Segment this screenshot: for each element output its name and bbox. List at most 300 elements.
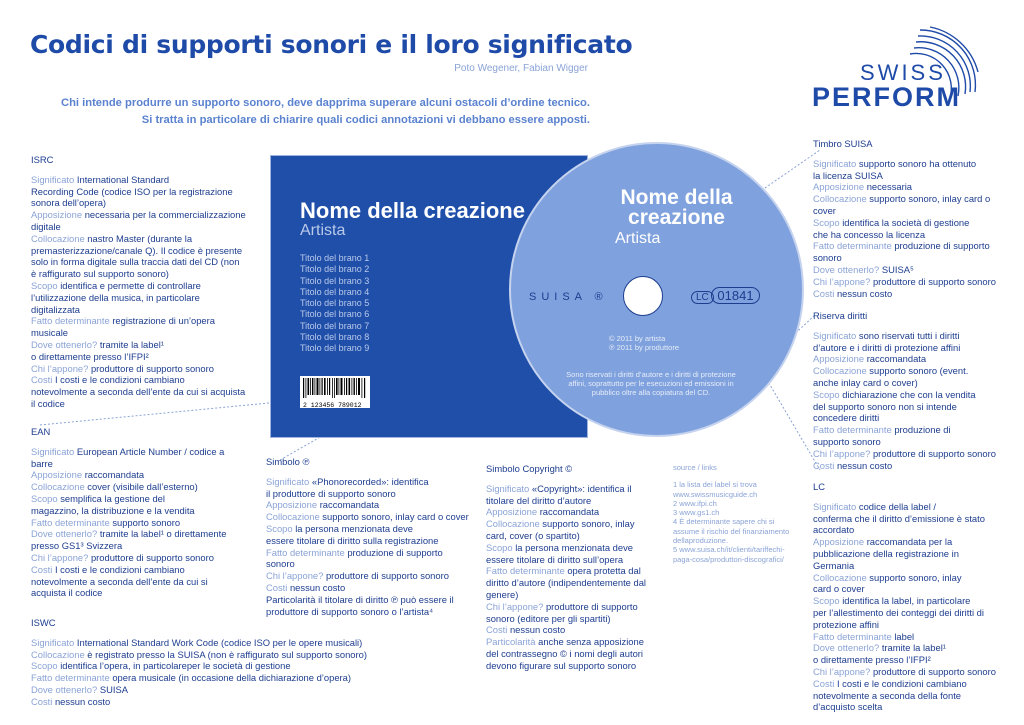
info-value: genere) (486, 588, 519, 600)
info-value: codice della label / (858, 500, 937, 512)
logo-word-swiss: SWISS (860, 60, 946, 85)
info-key: Scopo (813, 595, 840, 607)
intro-line-2: Si tratta in particolare di chiarire quali codici annotazioni vi debbano essere apposti. (141, 114, 590, 126)
info-value: necessaria (866, 181, 913, 193)
info-line (486, 589, 666, 601)
info-line (31, 292, 271, 304)
intro-text (20, 95, 590, 129)
info-line (31, 233, 271, 245)
info-line (31, 315, 271, 327)
lc-prefix: LC (691, 291, 714, 304)
info-value: la persona menzionata deve (295, 522, 413, 534)
info-line (31, 469, 271, 481)
info-line (813, 666, 1013, 678)
info-key: Fatto determinante (813, 424, 892, 436)
info-key: Dove ottenerlo? (813, 642, 880, 654)
info-value: la persona menzionata deve (515, 541, 633, 553)
info-key: Dove ottenerlo? (813, 263, 880, 275)
info-value: solo in forma digitale sulla traccia dati del CD (non (31, 256, 240, 268)
info-value: nastro Master (durante la (87, 232, 193, 244)
info-line (266, 594, 481, 606)
info-line (813, 412, 1013, 424)
info-key: Collocazione (813, 571, 867, 583)
info-line (813, 583, 1013, 595)
info-value: Recording Code (codice ISO per la registrazione (31, 185, 233, 197)
info-key: Fatto determinante (486, 565, 565, 577)
info-line (31, 481, 271, 493)
info-line (813, 365, 1013, 377)
info-value: identifica l’opera, in particolareper le società di gestione (60, 660, 291, 672)
info-value: supporto sonoro (event. (869, 365, 969, 377)
info-line (813, 460, 1013, 472)
info-line (813, 678, 1013, 690)
section-heading: EAN (31, 426, 51, 437)
info-line (813, 353, 1013, 365)
info-value: European Article Number / codice a (76, 445, 225, 457)
info-line (813, 240, 1013, 252)
info-line (486, 648, 666, 660)
source-line: dellaproduzione. (673, 536, 729, 546)
info-line (813, 377, 1013, 389)
cd-title-line-1: Nome della (620, 186, 733, 209)
info-line (31, 174, 271, 186)
info-line (31, 446, 271, 458)
section-heading: Simbolo ℗ (266, 456, 310, 467)
info-line (486, 577, 666, 589)
info-value: magazzino, la distribuzione e la vendita (31, 504, 195, 516)
info-key: Apposizione (486, 506, 538, 518)
info-value: essere titolare di diritto sulla registrazione (266, 534, 439, 546)
info-value: o direttamente presso l’IFPI² (813, 654, 931, 666)
info-value: SUISA (99, 683, 128, 695)
info-line (813, 607, 1013, 619)
info-key: Collocazione (813, 193, 867, 205)
info-line (266, 535, 481, 547)
track-item: Titolo del brano 3 (300, 275, 370, 286)
info-value: barre (31, 457, 53, 469)
info-key: Scopo (266, 522, 293, 534)
info-value: essere titolare di diritto sull’opera (486, 553, 624, 565)
info-key: Scopo (813, 388, 840, 400)
info-line (486, 483, 666, 495)
info-value: del supporto sonoro non si intende (813, 400, 957, 412)
info-line (813, 436, 1013, 448)
info-key: Fatto determinante (31, 315, 110, 327)
info-line (813, 170, 1013, 182)
info-key: Costi (266, 581, 288, 593)
section-heading: Timbro SUISA (813, 138, 873, 149)
info-value: supporto sonoro ha ottenuto (858, 157, 977, 169)
info-value: identifica e permette di controllare (60, 279, 201, 291)
info-value: supporto sonoro, inlay (542, 518, 635, 530)
info-value: I costi e le condizioni cambiano (54, 563, 185, 575)
info-line (266, 488, 481, 500)
info-key: Significato (486, 482, 530, 494)
info-line (31, 221, 271, 233)
info-line (31, 493, 271, 505)
rights-reservation: Sono riservati i diritti d’autore e i diritti di protezione affini, soprattutto per le esecuzioni ed emissioni in pubblico oltre alla copiatura del CD. (566, 370, 736, 398)
cd-copyright (609, 334, 679, 352)
track-item: Titolo del brano 2 (300, 264, 370, 275)
info-value: o direttamente presso l’IFPI² (31, 350, 149, 362)
info-value: SUISA⁵ (881, 263, 914, 275)
info-key: Apposizione (31, 209, 83, 221)
info-line (813, 619, 1013, 631)
info-key: Significato (266, 475, 310, 487)
info-key: Scopo (31, 660, 58, 672)
track-item: Titolo del brano 8 (300, 332, 370, 343)
info-value: opera musicale (in occasione della dichiarazione d’opera) (112, 672, 351, 684)
info-value: d’acquisto scelta (813, 701, 883, 713)
logo-word-perform: PERFORM (812, 82, 961, 112)
section-timbro-suisa (813, 138, 1013, 299)
info-value: identifica la società di gestione (842, 216, 970, 228)
info-value: raccomandata (84, 469, 145, 481)
info-key: Fatto determinante (813, 630, 892, 642)
info-value: produttore di supporto sonoro (325, 570, 449, 582)
info-value: «Copyright»: identifica il (531, 482, 632, 494)
info-value: supporto sonoro, inlay card o cover (322, 511, 469, 523)
info-line (813, 631, 1013, 643)
info-value: cover (visibile dall’esterno) (87, 481, 198, 493)
info-line (813, 654, 1013, 666)
info-value: nessun costo (289, 581, 346, 593)
info-value: titolare del diritto d’autore (486, 494, 592, 506)
info-value: produttore di supporto sonoro o l’artista⁴ (266, 605, 434, 617)
info-line (31, 197, 271, 209)
info-line (31, 587, 271, 599)
info-line (31, 528, 271, 540)
info-line (31, 386, 271, 398)
info-line (266, 547, 481, 559)
info-line (813, 424, 1013, 436)
info-key: Costi (31, 374, 53, 386)
info-key: Collocazione (813, 365, 867, 377)
info-value: necessaria per la commercializzazione (84, 209, 246, 221)
info-value: International Standard (76, 173, 170, 185)
info-value: nessun costo (836, 459, 893, 471)
info-value: produttore di supporto sonoro (872, 665, 996, 677)
info-line (266, 511, 481, 523)
info-line (31, 363, 271, 375)
track-item: Titolo del brano 4 (300, 286, 370, 297)
info-line (31, 351, 271, 363)
info-line (813, 288, 1013, 300)
info-value: l’utilizzazione della musica, in particolare (31, 291, 200, 303)
info-value: d’autore e i diritti di protezione affini (813, 341, 961, 353)
source-line: 4 È determinante sapere chi si (673, 517, 775, 527)
info-line (813, 158, 1013, 170)
info-key: Chi l’appone? (813, 447, 871, 459)
info-key: Costi (31, 695, 53, 707)
info-line (486, 542, 666, 554)
track-item: Titolo del brano 1 (300, 253, 370, 263)
source-line: 1 la lista dei label si trova (673, 480, 757, 490)
track-item: Titolo del brano 9 (300, 343, 370, 354)
info-key: Significato (813, 329, 857, 341)
source-line: assume il rischio del finanziamento (673, 526, 790, 536)
info-value: produttore di supporto (545, 600, 638, 612)
info-value: che ha concesso la licenza (813, 228, 926, 240)
info-key: Costi (486, 624, 508, 636)
info-key: Fatto determinante (266, 546, 345, 558)
info-line (31, 637, 471, 649)
source-link[interactable]: 3 www.gs1.ch (673, 508, 720, 518)
info-line (266, 582, 481, 594)
info-value: digitalizzata (31, 303, 80, 315)
info-value: sonoro (813, 252, 842, 264)
info-value: del contrassegno © i nomi degli autori (486, 647, 643, 659)
info-line (266, 523, 481, 535)
info-key: Scopo (31, 492, 58, 504)
info-value: supporto sonoro, inlay card o (869, 193, 991, 205)
info-line (31, 268, 271, 280)
info-value: supporto sonoro (112, 516, 181, 528)
info-key: Costi (813, 677, 835, 689)
info-value: concedere diritti (813, 412, 880, 424)
info-value: la licenza SUISA (813, 169, 883, 181)
cover-title: Nome della creazione (300, 198, 525, 223)
cd-title (511, 188, 802, 228)
info-key: Fatto determinante (31, 516, 110, 528)
info-line (813, 264, 1013, 276)
track-item: Titolo del brano 7 (300, 320, 370, 331)
section-isrc (31, 154, 271, 410)
authors: Poto Wegener, Fabian Wigger (454, 63, 588, 74)
info-line (813, 524, 1013, 536)
info-line (813, 448, 1013, 460)
info-line (486, 624, 666, 636)
cd-title-line-2: creazione (628, 206, 725, 229)
info-value: sonoro (editore per gli spartiti) (486, 612, 611, 624)
info-value: International Standard Work Code (codice ISO per le opere musicali) (76, 636, 363, 648)
info-line (813, 572, 1013, 584)
info-key: Fatto determinante (31, 672, 110, 684)
info-key: Dove ottenerlo? (31, 338, 98, 350)
info-line (813, 193, 1013, 205)
barcode-icon (303, 378, 367, 398)
track-item: Titolo del brano 6 (300, 309, 370, 320)
sources-head: source / links (673, 463, 717, 472)
info-line (266, 606, 481, 618)
intro-line-1: Chi intende produrre un supporto sonoro, deve dapprima superare alcuni ostacoli d’ordine tecnico. (61, 97, 590, 109)
source-link[interactable]: www.swissmusicguide.ch (673, 489, 758, 499)
page-title: Codici di supporti sonori e il loro significato (30, 30, 633, 59)
section-heading: ISWC (31, 617, 56, 628)
info-line (266, 570, 481, 582)
suisa-stamp: SUISA ® (529, 291, 608, 303)
section-heading: Simbolo Copyright © (486, 463, 573, 474)
info-line (813, 252, 1013, 264)
info-line (31, 552, 271, 564)
info-line (31, 564, 271, 576)
info-key: Costi (813, 287, 835, 299)
info-line (813, 536, 1013, 548)
info-line (486, 636, 666, 648)
info-value: card, cover (o spartito) (486, 529, 580, 541)
source-link[interactable]: 5 www.suisa.ch/it/clienti/tariffechi- (673, 545, 785, 555)
info-value: premasterizzazione/canale Q). Il codice è presente (31, 244, 243, 256)
info-key: Fatto determinante (813, 240, 892, 252)
section-lc (813, 481, 1013, 713)
info-line (31, 280, 271, 292)
info-value: sonora dell’opera) (31, 197, 107, 209)
info-line (31, 576, 271, 588)
info-value: tramite la label¹ (99, 338, 164, 350)
info-line (813, 548, 1013, 560)
copyright-line: © 2011 by artista (609, 334, 666, 343)
info-key: Significato (31, 636, 75, 648)
info-key: Significato (813, 157, 857, 169)
info-line (813, 642, 1013, 654)
info-line (813, 401, 1013, 413)
info-line (486, 565, 666, 577)
barcode-digits: 2 123456 789012 (303, 402, 362, 409)
swissperform-logo (800, 22, 980, 122)
info-value: raccomandata per la (866, 536, 953, 548)
cd-artist: Artista (615, 230, 661, 247)
info-value: notevolmente a seconda della fonte (813, 689, 962, 701)
sources (673, 463, 803, 564)
info-value: Particolarità il titolare di diritto ℗ può essere il (266, 593, 454, 605)
info-value: sono riservati tutti i diritti (858, 329, 960, 341)
source-link[interactable]: paga-cosa/produttori-discografici/ (673, 554, 784, 564)
section-simbolo-copyright (486, 463, 666, 672)
info-line (486, 506, 666, 518)
barcode (300, 376, 370, 408)
info-key: Scopo (31, 279, 58, 291)
info-value: protezione affini (813, 618, 880, 630)
info-key: Apposizione (813, 353, 865, 365)
info-value: il codice (31, 397, 65, 409)
info-key: Apposizione (813, 181, 865, 193)
info-value: I costi e le condizioni cambiano (54, 374, 185, 386)
info-line (486, 613, 666, 625)
info-key: Collocazione (31, 481, 85, 493)
info-key: Costi (31, 563, 53, 575)
track-item: Titolo del brano 5 (300, 298, 370, 309)
info-value: produttore di supporto sonoro (90, 551, 214, 563)
info-value: opera protetta dal (567, 565, 641, 577)
info-line (486, 495, 666, 507)
info-value: è registrato presso la SUISA (non è raffigurato sul supporto sonoro) (87, 648, 367, 660)
info-value: card o cover (813, 583, 865, 595)
info-value: produzione di supporto (894, 240, 990, 252)
info-value: digitale (31, 220, 61, 232)
info-line (486, 601, 666, 613)
info-key: Particolarità (486, 636, 536, 648)
info-line (31, 696, 471, 708)
info-line (266, 558, 481, 570)
info-value: semplifica la gestione del (60, 492, 165, 504)
info-line (31, 245, 271, 257)
info-value: dichiarazione che con la vendita (842, 388, 976, 400)
info-value: nessun costo (509, 624, 566, 636)
phonogram-line: ℗ 2011 by produttore (609, 343, 680, 352)
info-line (813, 690, 1013, 702)
section-iswc (31, 617, 471, 708)
info-line (266, 499, 481, 511)
info-value: «Phonorecorded»: identifica (311, 475, 429, 487)
info-value: identifica la label, in particolare (842, 595, 971, 607)
info-line (31, 672, 471, 684)
info-line (266, 476, 481, 488)
info-line (813, 560, 1013, 572)
section-ean (31, 426, 271, 599)
info-value: I costi e le condizioni cambiano (836, 677, 967, 689)
info-key: Significato (813, 500, 857, 512)
track-list (300, 253, 369, 355)
info-value: notevolmente a seconda dell’ente da cui si (31, 575, 208, 587)
info-line (31, 327, 271, 339)
info-key: Chi l’appone? (813, 275, 871, 287)
info-line (31, 458, 271, 470)
info-line (31, 684, 471, 696)
info-value: produttore di supporto sonoro (872, 447, 996, 459)
info-value: produttore di supporto sonoro (90, 362, 214, 374)
info-line (31, 398, 271, 410)
info-value: label (894, 630, 915, 642)
info-line (813, 513, 1013, 525)
info-key: Apposizione (266, 499, 318, 511)
info-line (813, 330, 1013, 342)
info-key: Significato (31, 173, 75, 185)
info-value: è raffigurato sul supporto sonoro) (31, 268, 169, 280)
info-key: Dove ottenerlo? (31, 528, 98, 540)
info-value: conferma che il diritto d’emissione è stato (813, 512, 985, 524)
info-value: raccomandata (319, 499, 380, 511)
info-key: Chi l’appone? (31, 551, 89, 563)
info-value: raccomandata (539, 506, 600, 518)
info-value: anche inlay card o cover) (813, 376, 918, 388)
info-value: per l’allestimento dei conteggi dei diritti di (813, 606, 984, 618)
info-key: Apposizione (31, 469, 83, 481)
info-key: Collocazione (31, 648, 85, 660)
info-line (813, 276, 1013, 288)
info-line (813, 217, 1013, 229)
info-key: Collocazione (486, 518, 540, 530)
info-value: accordato (813, 524, 855, 536)
info-line (31, 649, 471, 661)
info-line (813, 342, 1013, 354)
section-heading: ISRC (31, 154, 54, 165)
info-key: Significato (31, 445, 75, 457)
info-value: anche senza apposizione (538, 636, 644, 648)
info-value: sonoro (266, 558, 295, 570)
cd-disc (509, 142, 804, 437)
lc-code (691, 288, 760, 304)
source-link[interactable]: 2 www.ifpi.ch (673, 498, 717, 508)
info-value: supporto sonoro, inlay (869, 571, 962, 583)
info-line (813, 181, 1013, 193)
section-heading: Riserva diritti (813, 310, 868, 321)
info-value: produzione di (894, 424, 951, 436)
info-key: Chi l’appone? (31, 362, 89, 374)
info-line (813, 501, 1013, 513)
info-value: raccomandata (866, 353, 927, 365)
section-riserva-diritti (813, 310, 1013, 471)
info-value: tramite la label¹ (881, 642, 946, 654)
info-line (31, 304, 271, 316)
info-line (813, 701, 1013, 713)
info-key: Collocazione (31, 232, 85, 244)
info-value: nessun costo (54, 695, 111, 707)
info-key: Chi l’appone? (266, 570, 324, 582)
info-line (31, 186, 271, 198)
info-line (31, 339, 271, 351)
info-line (486, 530, 666, 542)
info-value: musicale (31, 327, 68, 339)
